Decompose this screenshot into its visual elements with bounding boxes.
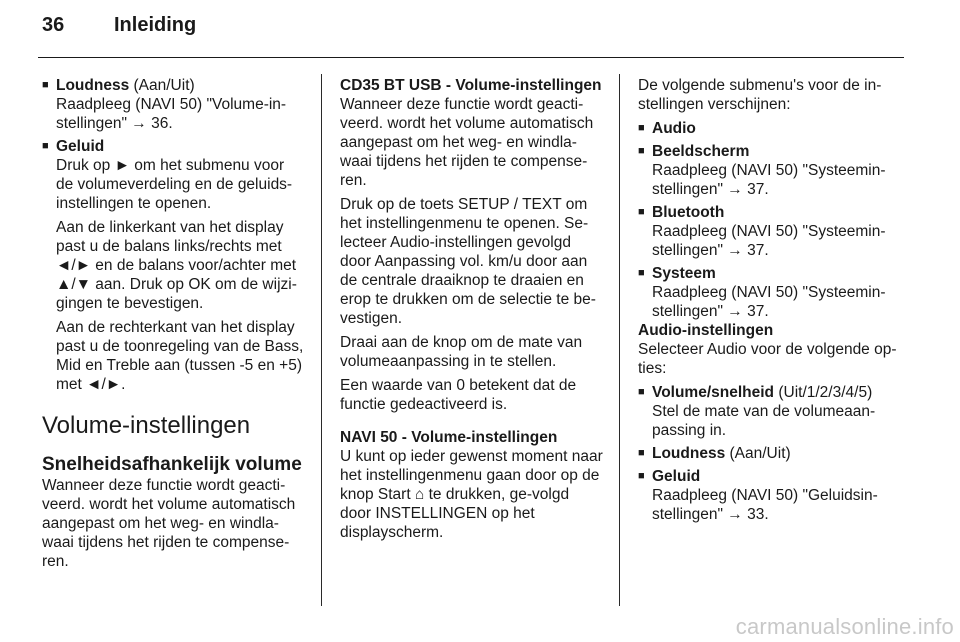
submenu-text: Raadpleeg (NAVI 50) "Systeemin-stellingen" → 37.	[652, 223, 886, 259]
column-2	[340, 76, 604, 542]
subsection-heading: Snelheidsafhankelijk volume	[42, 454, 302, 475]
list-item	[638, 383, 904, 440]
option-volume-label: Volume/snelheid	[652, 384, 775, 401]
list-item	[638, 119, 904, 138]
list-item	[638, 467, 904, 524]
page-header	[42, 14, 196, 50]
option-volume-suffix: (Uit/1/2/3/4/5)	[774, 384, 873, 401]
paragraph: Een waarde van 0 betekent dat de functie gedeactiveerd is.	[340, 377, 577, 413]
submenu-audio: Audio	[652, 120, 696, 137]
column-1	[42, 76, 304, 571]
paragraph: De volgende submenu's voor de in-stellingen verschijnen:	[638, 77, 882, 113]
paragraph: Draai aan de knop om de mate van volumeaanpassing in te stellen.	[340, 334, 583, 370]
list-item	[42, 76, 304, 133]
submenu-systeem: Systeem	[652, 265, 716, 282]
list-item	[638, 264, 904, 321]
option-loudness-label: Loudness	[652, 445, 726, 462]
subsection-title: NAVI 50 - Volume-instellingen	[340, 429, 558, 446]
subsection-title: Audio-instellingen	[638, 322, 774, 339]
loudness-label: Loudness	[56, 77, 130, 94]
section-heading: Volume-instellingen	[42, 412, 251, 439]
loudness-suffix: (Aan/Uit)	[129, 77, 195, 94]
paragraph: Selecteer Audio voor de volgende op-ties:	[638, 341, 897, 377]
option-text: Stel de mate van de volumeaan-passing in.	[652, 403, 876, 439]
header-rule	[38, 57, 904, 58]
subsection-text: Wanneer deze functie wordt geacti-veerd. wordt het volume automatisch aangepast om het weg- en windla-waai tijdens het rijden te compense-ren.	[42, 477, 296, 570]
list-item	[638, 444, 904, 463]
subsection-title: CD35 BT USB - Volume-instellingen	[340, 77, 602, 94]
loudness-text: Raadpleeg (NAVI 50) "Volume-in-stellingen" → 36.	[56, 96, 287, 132]
geluid-paragraph: Druk op ► om het submenu voor de volumeverdeling en de geluids-instellingen te openen.	[56, 157, 293, 212]
list-item	[638, 142, 904, 199]
paragraph: U kunt op ieder gewenst moment naar het instellingenmenu gaan door op de knop Start ⌂ te drukken, ge-volgd door INSTELLINGEN op het displayscherm.	[340, 448, 603, 541]
option-text: Raadpleeg (NAVI 50) "Geluidsin-stellingen" → 33.	[652, 487, 878, 523]
option-geluid-label: Geluid	[652, 468, 701, 485]
list-item	[638, 203, 904, 260]
paragraph: Druk op de toets SETUP / TEXT om het instellingenmenu te openen. Se-lecteer Audio-instellingen gevolgd door Aanpassing vol. km/u door aan de centrale draaiknop te draaien en erop te drukken om de selectie te be-vestigen.	[340, 196, 596, 327]
submenu-bluetooth: Bluetooth	[652, 204, 725, 221]
option-loudness-suffix: (Aan/Uit)	[725, 445, 791, 462]
section-title: Inleiding	[114, 14, 197, 36]
paragraph: Wanneer deze functie wordt geacti-veerd. wordt het volume automatisch aangepast om het weg- en windla-waai tijdens het rijden te compense-ren.	[340, 96, 594, 189]
watermark: carmanualsonline.info	[735, 614, 954, 639]
page-number: 36	[42, 14, 65, 36]
column-divider	[321, 74, 322, 606]
list-item	[42, 137, 304, 213]
submenu-text: Raadpleeg (NAVI 50) "Systeemin-stellingen" → 37.	[652, 162, 886, 198]
column-divider	[619, 74, 620, 606]
submenu-text: Raadpleeg (NAVI 50) "Systeemin-stellingen" → 37.	[652, 284, 886, 320]
submenu-beeldscherm: Beeldscherm	[652, 143, 750, 160]
geluid-paragraph: Aan de linkerkant van het display past u de balans links/rechts met ◄/► en de balans voor/achter met ▲/▼ aan. Druk op OK om de wijzi-gingen te bevestigen.	[56, 219, 297, 312]
column-3	[638, 76, 904, 524]
geluid-paragraph: Aan de rechterkant van het display past u de toonregeling van de Bass, Mid en Treble aan (tussen -5 en +5) met ◄/►.	[56, 319, 304, 393]
geluid-label: Geluid	[56, 138, 105, 155]
